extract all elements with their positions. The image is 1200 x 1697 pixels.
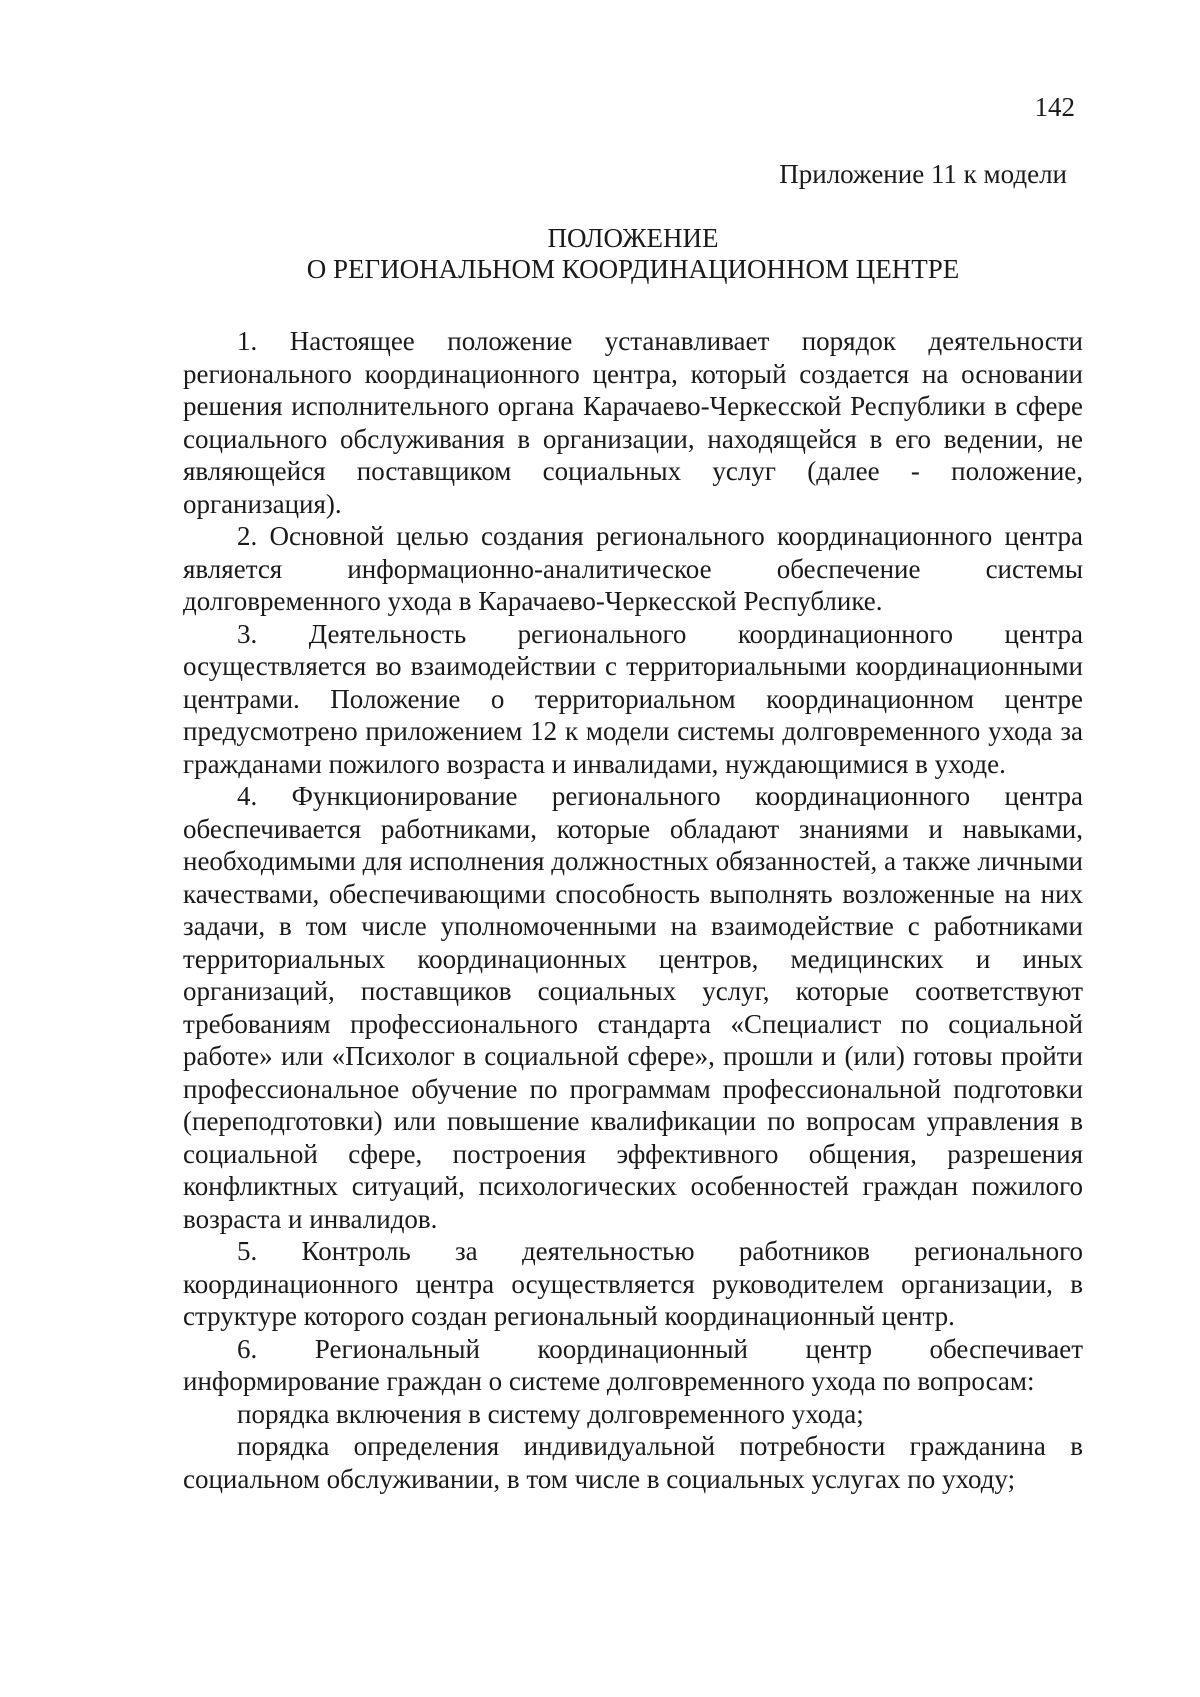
- paragraph-5: 5. Контроль за деятельностью работников регионального координационного центра осуществляется руководителем организации, в структуре которого создан региональный координационный центр.: [183, 1236, 1083, 1331]
- title-line-1: ПОЛОЖЕНИЕ: [547, 223, 719, 253]
- paragraph-3: 3. Деятельность регионального координационного центра осуществляется во взаимодействии с территориальными координационными центрами. Положение о территориальном координационном центре предусмотрено приложением 12 к модели системы долговременного ухода за гражданами пожилого возраста и инвалидами, нуждающимися в уходе.: [183, 618, 1083, 779]
- title-line-2: О РЕГИОНАЛЬНОМ КООРДИНАЦИОННОМ ЦЕНТРЕ: [306, 254, 960, 284]
- paragraph-6-item-1: порядка включения в систему долговременного ухода;: [237, 1398, 864, 1429]
- paragraph-6-item-2: порядка определения индивидуальной потребности гражданина в социальном обслуживании, в том числе в социальных услугах по уходу;: [183, 1431, 1083, 1494]
- appendix-reference: Приложение 11 к модели: [779, 159, 1067, 189]
- paragraph-4: 4. Функционирование регионального координационного центра обеспечивается работниками, которые обладают знаниями и навыками, необходимыми для исполнения должностных обязанностей, а также личными качествами, обеспечивающими способность выполнять возложенные на них задачи, в том числе уполномоченными на взаимодействие с работниками территориальных координационных центров, медицинских и иных организаций, поставщиков социальных услуг, которые соответствуют требованиям профессионального стандарта «Специалист по социальной работе» или «Психолог в социальной сфере», прошли и (или) готовы пройти профессиональное обучение по программам профессиональной подготовки (переподготовки) или повышение квалификации по вопросам управления в социальной сфере, построения эффективного общения, разрешения конфликтных ситуаций, психологических особенностей граждан пожилого возраста и инвалидов.: [183, 781, 1083, 1234]
- page-number: 142: [1034, 92, 1075, 122]
- paragraph-2: 2. Основной целью создания регионального координационного центра является информационно-аналитическое обеспечение системы долговременного ухода в Карачаево-Черкесской Республике.: [183, 521, 1083, 616]
- document-body: [183, 325, 1083, 1495]
- paragraph-1: 1. Настоящее положение устанавливает порядок деятельности регионального координационного центра, который создается на основании решения исполнительного органа Карачаево-Черкесской Республики в сфере социального обслуживания в организации, находящейся в его ведении, не являющейся поставщиком социальных услуг (далее - положение, организация).: [183, 326, 1083, 519]
- paragraph-6: 6. Региональный координационный центр обеспечивает информирование граждан о системе долговременного ухода по вопросам:: [183, 1333, 1083, 1396]
- document-title: [183, 223, 1083, 285]
